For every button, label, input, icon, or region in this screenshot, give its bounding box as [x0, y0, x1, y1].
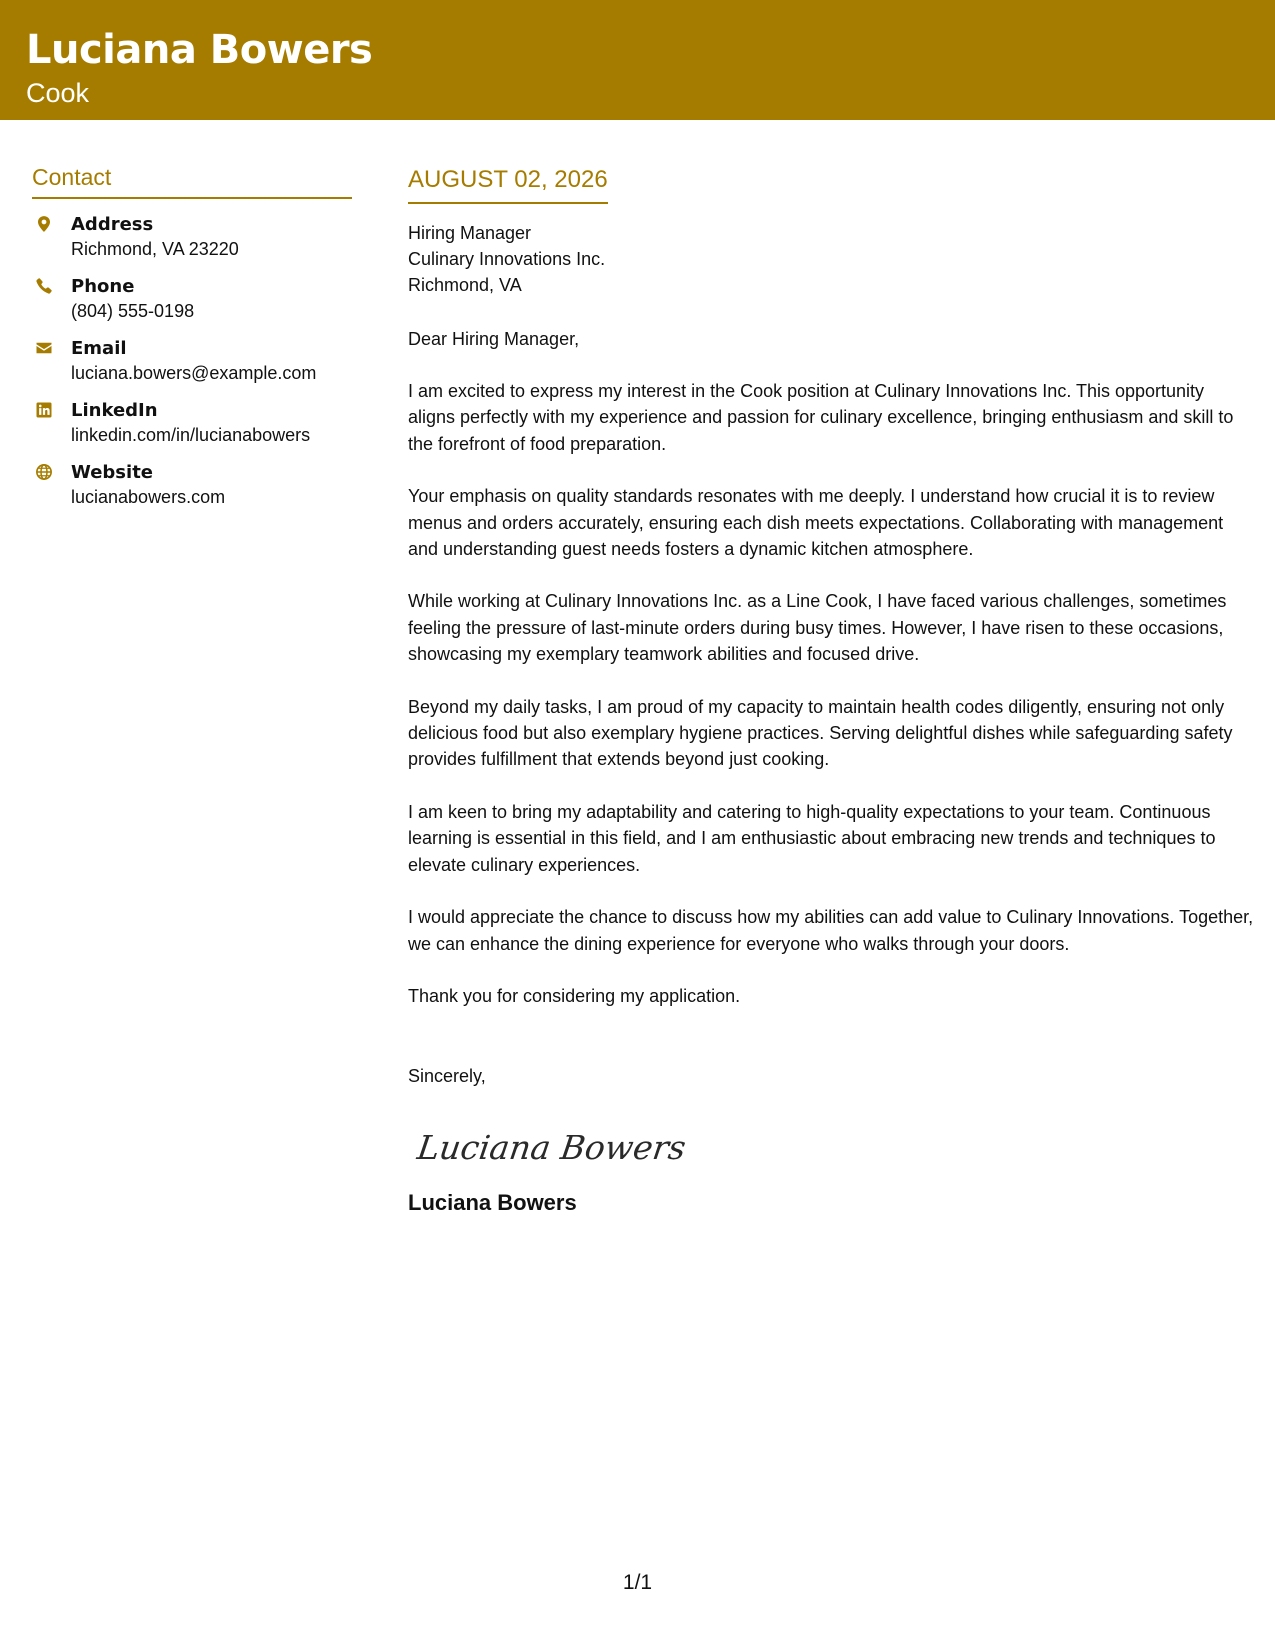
- page-number: 1/1: [622, 1571, 653, 1594]
- recipient-line: Hiring Manager: [408, 223, 532, 243]
- contact-label: LinkedIn: [71, 400, 158, 421]
- contact-item-email: [32, 337, 352, 385]
- letter-paragraph: Your emphasis on quality standards resonates with me deeply. I understand how crucial it is to review menus and orders accurately, ensuring each dish meets expectations. Collaborating with management and understanding guest needs fosters a dynamic kitchen atmosphere.: [408, 486, 1224, 560]
- contact-value: lucianabowers.com: [71, 487, 226, 507]
- letter-paragraph: While working at Culinary Innovations Inc. as a Line Cook, I have faced various challenges, sometimes feeling the pressure of last-minute orders during busy times. However, I have risen to these occasions, showcasing my exemplary teamwork abilities and focused drive.: [408, 591, 1227, 665]
- phone-icon: [35, 277, 53, 295]
- contact-item-website: [32, 461, 352, 509]
- letter-paragraph: I am keen to bring my adaptability and catering to high-quality expectations to your team. Continuous learning is essential in this field, and I am enthusiastic about embracing new trends and techniques to elevate culinary experiences.: [408, 801, 1216, 875]
- letter-paragraph: Beyond my daily tasks, I am proud of my capacity to maintain health codes diligently, ensuring not only delicious food but also exemplary hygiene practices. Serving delightful dishes while safeguarding safety provides fulfillment that extends beyond just cooking.: [408, 696, 1233, 770]
- applicant-role: Cook: [26, 78, 90, 108]
- recipient-line: Richmond, VA: [408, 275, 522, 295]
- letter-body: [408, 164, 1256, 1217]
- envelope-icon: [35, 339, 53, 357]
- sidebar: [32, 162, 352, 523]
- applicant-name: Luciana Bowers: [26, 27, 373, 73]
- signer-name: Luciana Bowers: [408, 1190, 577, 1216]
- handwritten-signature: [414, 1117, 1256, 1177]
- letter-paragraph: I would appreciate the chance to discuss how my abilities can add value to Culinary Innovations. Together, we can enhance the dining experience for everyone who walks through your doors.: [408, 907, 1254, 954]
- letter-paragraph: I am excited to express my interest in the Cook position at Culinary Innovations Inc. This opportunity aligns perfectly with my experience and passion for culinary excellence, bringing enthusiasm and skill to the forefront of food preparation.: [408, 381, 1234, 454]
- contact-value: luciana.bowers@example.com: [71, 363, 317, 383]
- contact-item-address: [32, 213, 352, 261]
- salutation: Dear Hiring Manager,: [408, 329, 580, 349]
- contact-item-linkedin: [32, 399, 352, 447]
- contact-value: Richmond, VA 23220: [71, 239, 239, 259]
- contact-value: (804) 555-0198: [71, 301, 195, 321]
- contact-value: linkedin.com/in/lucianabowers: [71, 425, 311, 445]
- contact-label: Phone: [71, 276, 135, 297]
- recipient-block: [408, 220, 1256, 298]
- recipient-line: Culinary Innovations Inc.: [408, 249, 606, 269]
- letter-paragraph: Thank you for considering my application.: [408, 985, 741, 1006]
- contact-section-title: Contact: [32, 162, 352, 199]
- globe-icon: [35, 463, 53, 481]
- contact-list: [32, 213, 352, 509]
- signature-text: Luciana Bowers: [414, 1128, 689, 1168]
- contact-label: Email: [71, 338, 127, 359]
- contact-item-phone: [32, 275, 352, 323]
- linkedin-icon: [35, 401, 53, 419]
- letter-date: AUGUST 02, 2026: [408, 164, 608, 204]
- closing: Sincerely,: [408, 1066, 486, 1087]
- contact-label: Website: [71, 462, 154, 483]
- header-banner: [0, 0, 1275, 120]
- contact-label: Address: [71, 214, 154, 235]
- map-pin-icon: [35, 215, 53, 233]
